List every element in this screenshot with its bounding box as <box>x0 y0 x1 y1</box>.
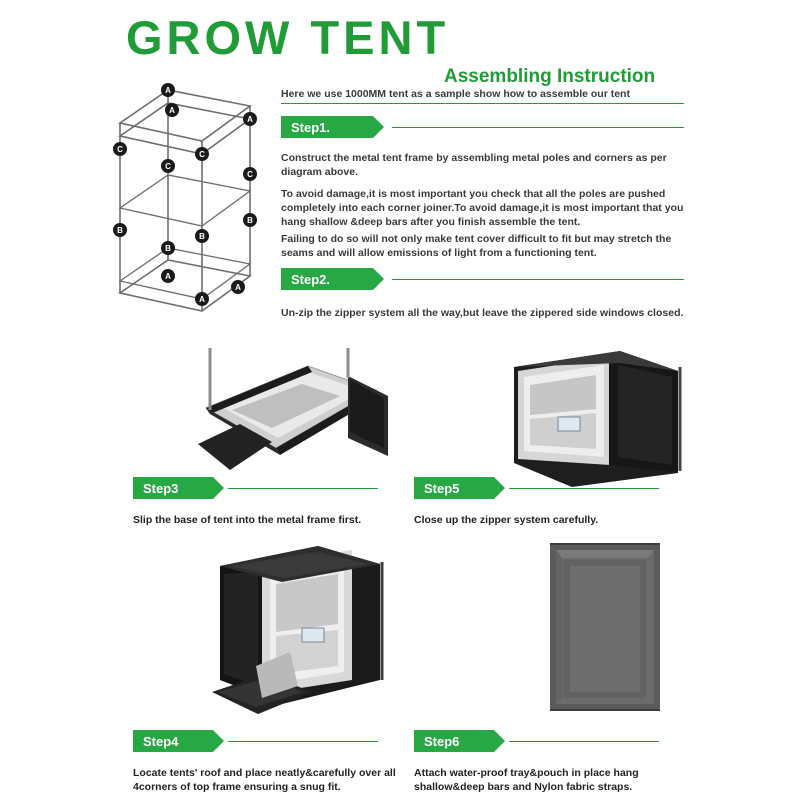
svg-text:B: B <box>117 226 123 235</box>
svg-text:A: A <box>165 86 171 95</box>
svg-text:B: B <box>247 216 253 225</box>
step-1-paragraph-1: Construct the metal tent frame by assembling metal poles and corners as per diagram above. <box>281 152 667 179</box>
step-3-rule <box>228 488 378 489</box>
photo-step-6 <box>540 538 670 718</box>
step-5-rule <box>509 488 659 489</box>
intro-text: Here we use 1000MM tent as a sample show how to assemble our tent <box>281 88 630 100</box>
step-1-paragraph-2: To avoid damage,it is most important you check that all the poles are pushed completely into each corner joiner.To avoid damage,it is most important that you hang shallow &deep bars after you finish assemble the tent. <box>281 188 684 229</box>
page-title: GROW TENT <box>126 11 450 64</box>
step-banner-2: Step2. <box>281 268 373 290</box>
photo-step-5 <box>500 345 690 487</box>
step-3-caption: Slip the base of tent into the metal frame first. <box>133 514 362 526</box>
svg-text:A: A <box>247 115 253 124</box>
step-banner-3: Step3 <box>133 477 213 499</box>
step-banner-4: Step4 <box>133 730 213 752</box>
step-1-rule <box>392 127 684 128</box>
step-4-caption: Locate tents' roof and place neatly&carefully over all 4corners of top frame ensuring a snug fit. <box>133 767 396 794</box>
step-banner-5: Step5 <box>414 477 494 499</box>
svg-text:B: B <box>199 232 205 241</box>
svg-text:C: C <box>165 162 171 171</box>
page-subtitle: Assembling Instruction <box>444 66 656 87</box>
step-banner-1: Step1. <box>281 116 373 138</box>
step-2-paragraph-1: Un-zip the zipper system all the way,but leave the zippered side windows closed. <box>281 307 684 319</box>
intro-divider <box>281 103 684 104</box>
svg-text:A: A <box>169 106 175 115</box>
photo-step-3 <box>198 348 388 478</box>
svg-text:C: C <box>247 170 253 179</box>
svg-text:A: A <box>199 295 205 304</box>
step-4-rule <box>228 741 378 742</box>
step-6-rule <box>509 741 659 742</box>
svg-text:C: C <box>117 145 123 154</box>
step-1-paragraph-3: Failing to do so will not only make tent cover difficult to fit but may stretch the seams and will allow emissions of light from a functioning tent. <box>281 233 672 260</box>
svg-text:C: C <box>199 150 205 159</box>
step-5-caption: Close up the zipper system carefully. <box>414 514 599 526</box>
svg-text:B: B <box>165 244 171 253</box>
step-6-caption: Attach water-proof tray&pouch in place hang shallow&deep bars and Nylon fabric straps. <box>414 767 639 794</box>
tent-frame-diagram <box>110 78 280 333</box>
photo-step-4 <box>202 540 392 720</box>
svg-text:A: A <box>165 272 171 281</box>
step-2-rule <box>392 279 684 280</box>
svg-text:A: A <box>235 283 241 292</box>
step-banner-6: Step6 <box>414 730 494 752</box>
